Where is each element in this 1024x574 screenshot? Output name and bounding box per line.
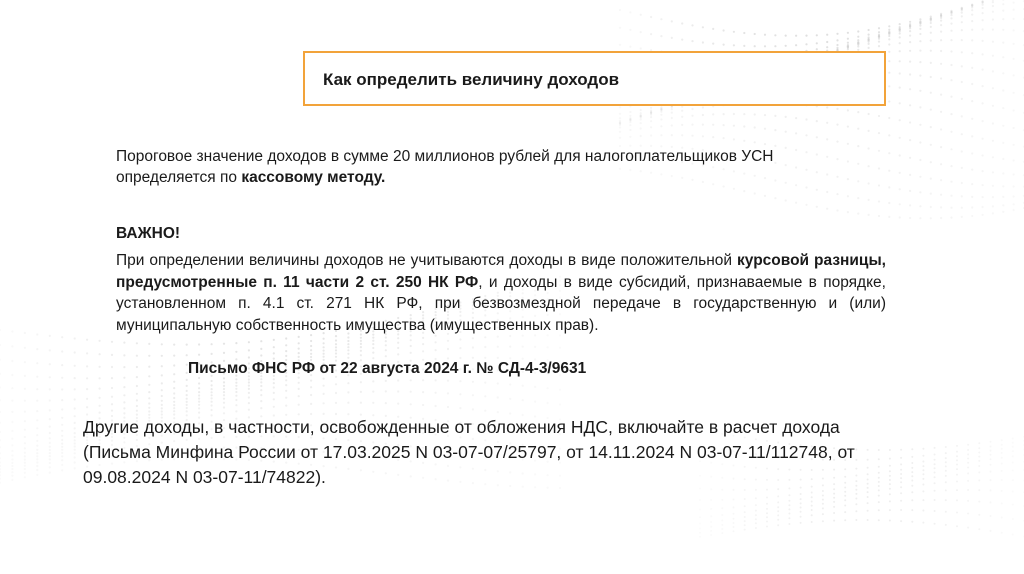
exclusions-text-end: , и доходы в виде субсидий, признаваемые в порядке, установленном п. 4.1 ст. 271 НК РФ, при безвозмездной передаче в государственную и (или) муниципальную собственность имущества (имущественных прав). [116, 273, 886, 334]
exclusions-paragraph [116, 250, 886, 336]
exclusions-text-start: При определении величины доходов не учитываются доходы в виде положительной [116, 252, 738, 269]
vat-exempt-paragraph: Другие доходы, в частности, освобожденные от обложения НДС, включайте в расчет дохода (Письма Минфина России от 17.03.2025 N 03-07-07/25797, от 14.11.2024 N 03-07-11/112748, от 09.08.2024 N 03-07-11/74822). [83, 417, 855, 487]
threshold-paragraph [116, 146, 816, 188]
slide-title: Как определить величину доходов [323, 70, 620, 89]
important-label: ВАЖНО! [116, 225, 181, 242]
cash-method-emphasis: кассовому методу. [241, 169, 386, 186]
exchange-difference-emphasis: курсовой разницы, предусмотренные п. 11 части 2 ст. 250 НК РФ [116, 252, 886, 291]
title-box [303, 51, 886, 106]
fns-letter-reference: Письмо ФНС РФ от 22 августа 2024 г. № СД-4-3/9631 [188, 360, 587, 377]
threshold-text: Пороговое значение доходов в сумме 20 миллионов рублей для налогоплательщиков УСН определяется по [116, 148, 774, 186]
